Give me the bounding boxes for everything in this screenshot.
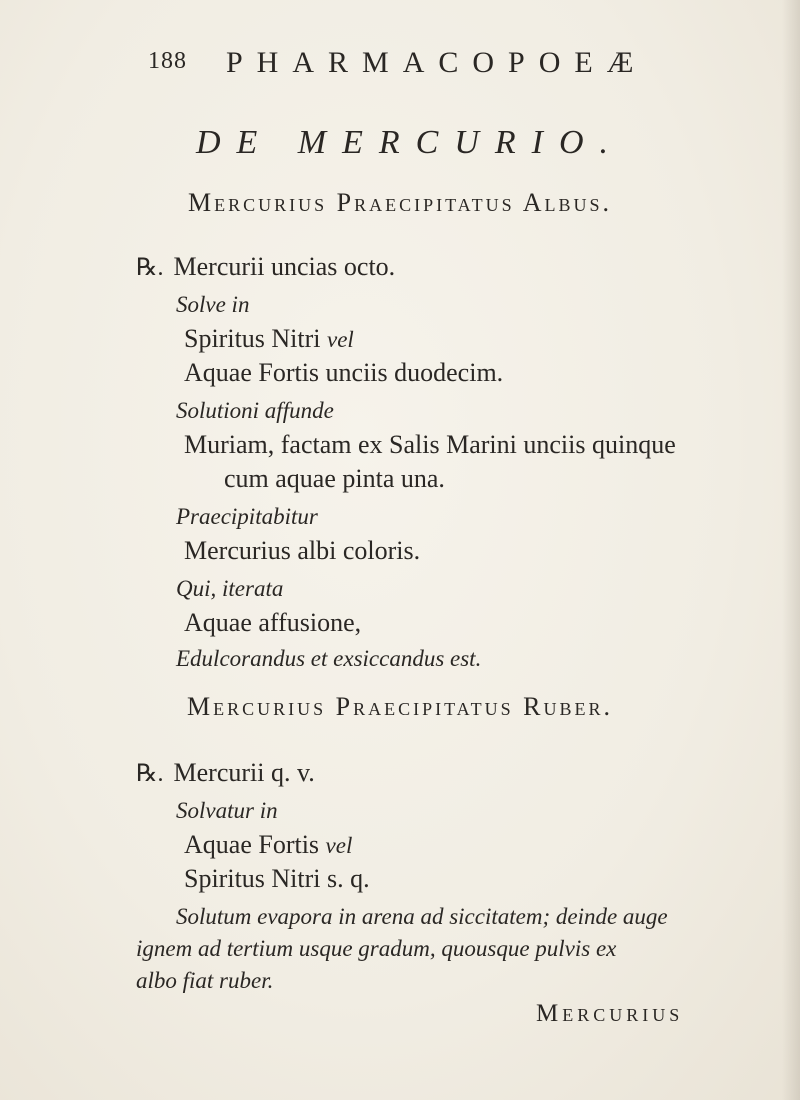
recipe-line: cum aquae pinta una. [224, 464, 445, 493]
recipe-line: ignem ad tertium usque gradum, quousque pulvis ex [136, 936, 617, 961]
recipe-line: ℞. Mercurii uncias octo. [136, 252, 396, 281]
recipe-line: Aquae Fortis vel [184, 830, 353, 859]
recipe-line: Aquae Fortis unciis duodecim. [184, 358, 504, 387]
recipe-line: Edulcorandus et exsiccandus est. [176, 646, 482, 671]
recipe-heading-ruber: Mercurius Praecipitatus Ruber. [186, 692, 613, 721]
recipe-line: Solutioni affunde [176, 398, 334, 423]
recipe-line: Solve in [176, 292, 250, 317]
recipe-line: Aquae affusione, [184, 608, 362, 637]
recipe-line: Solutum evapora in arena ad siccitatem; deinde auge [176, 904, 668, 929]
recipe-symbol: ℞. [136, 761, 164, 787]
recipe-line: Muriam, factam ex Salis Marini unciis quinque [184, 430, 676, 459]
page-header [148, 46, 668, 86]
recipe-line: ℞. Mercurii q. v. [136, 758, 315, 787]
page-number: 188 [148, 48, 187, 74]
recipe-line: Spiritus Nitri s. q. [184, 864, 370, 893]
recipe-line: Spiritus Nitri vel [184, 324, 354, 353]
page-edge-shadow [782, 0, 800, 1100]
recipe-line: Praecipitabitur [176, 504, 318, 529]
recipe-heading-albus: Mercurius Praecipitatus Albus. [187, 188, 612, 217]
catchword: Mercurius [536, 1000, 684, 1027]
recipe-line: albo fiat ruber. [136, 968, 274, 993]
running-title: PHARMACOPOEÆ [226, 46, 648, 79]
recipe-line: Qui, iterata [176, 576, 284, 601]
recipe-line: Mercurius albi coloris. [184, 536, 421, 565]
recipe-line: Solvatur in [176, 798, 278, 823]
section-title: DE MERCURIO. [195, 124, 625, 161]
recipe-symbol: ℞. [136, 255, 164, 281]
